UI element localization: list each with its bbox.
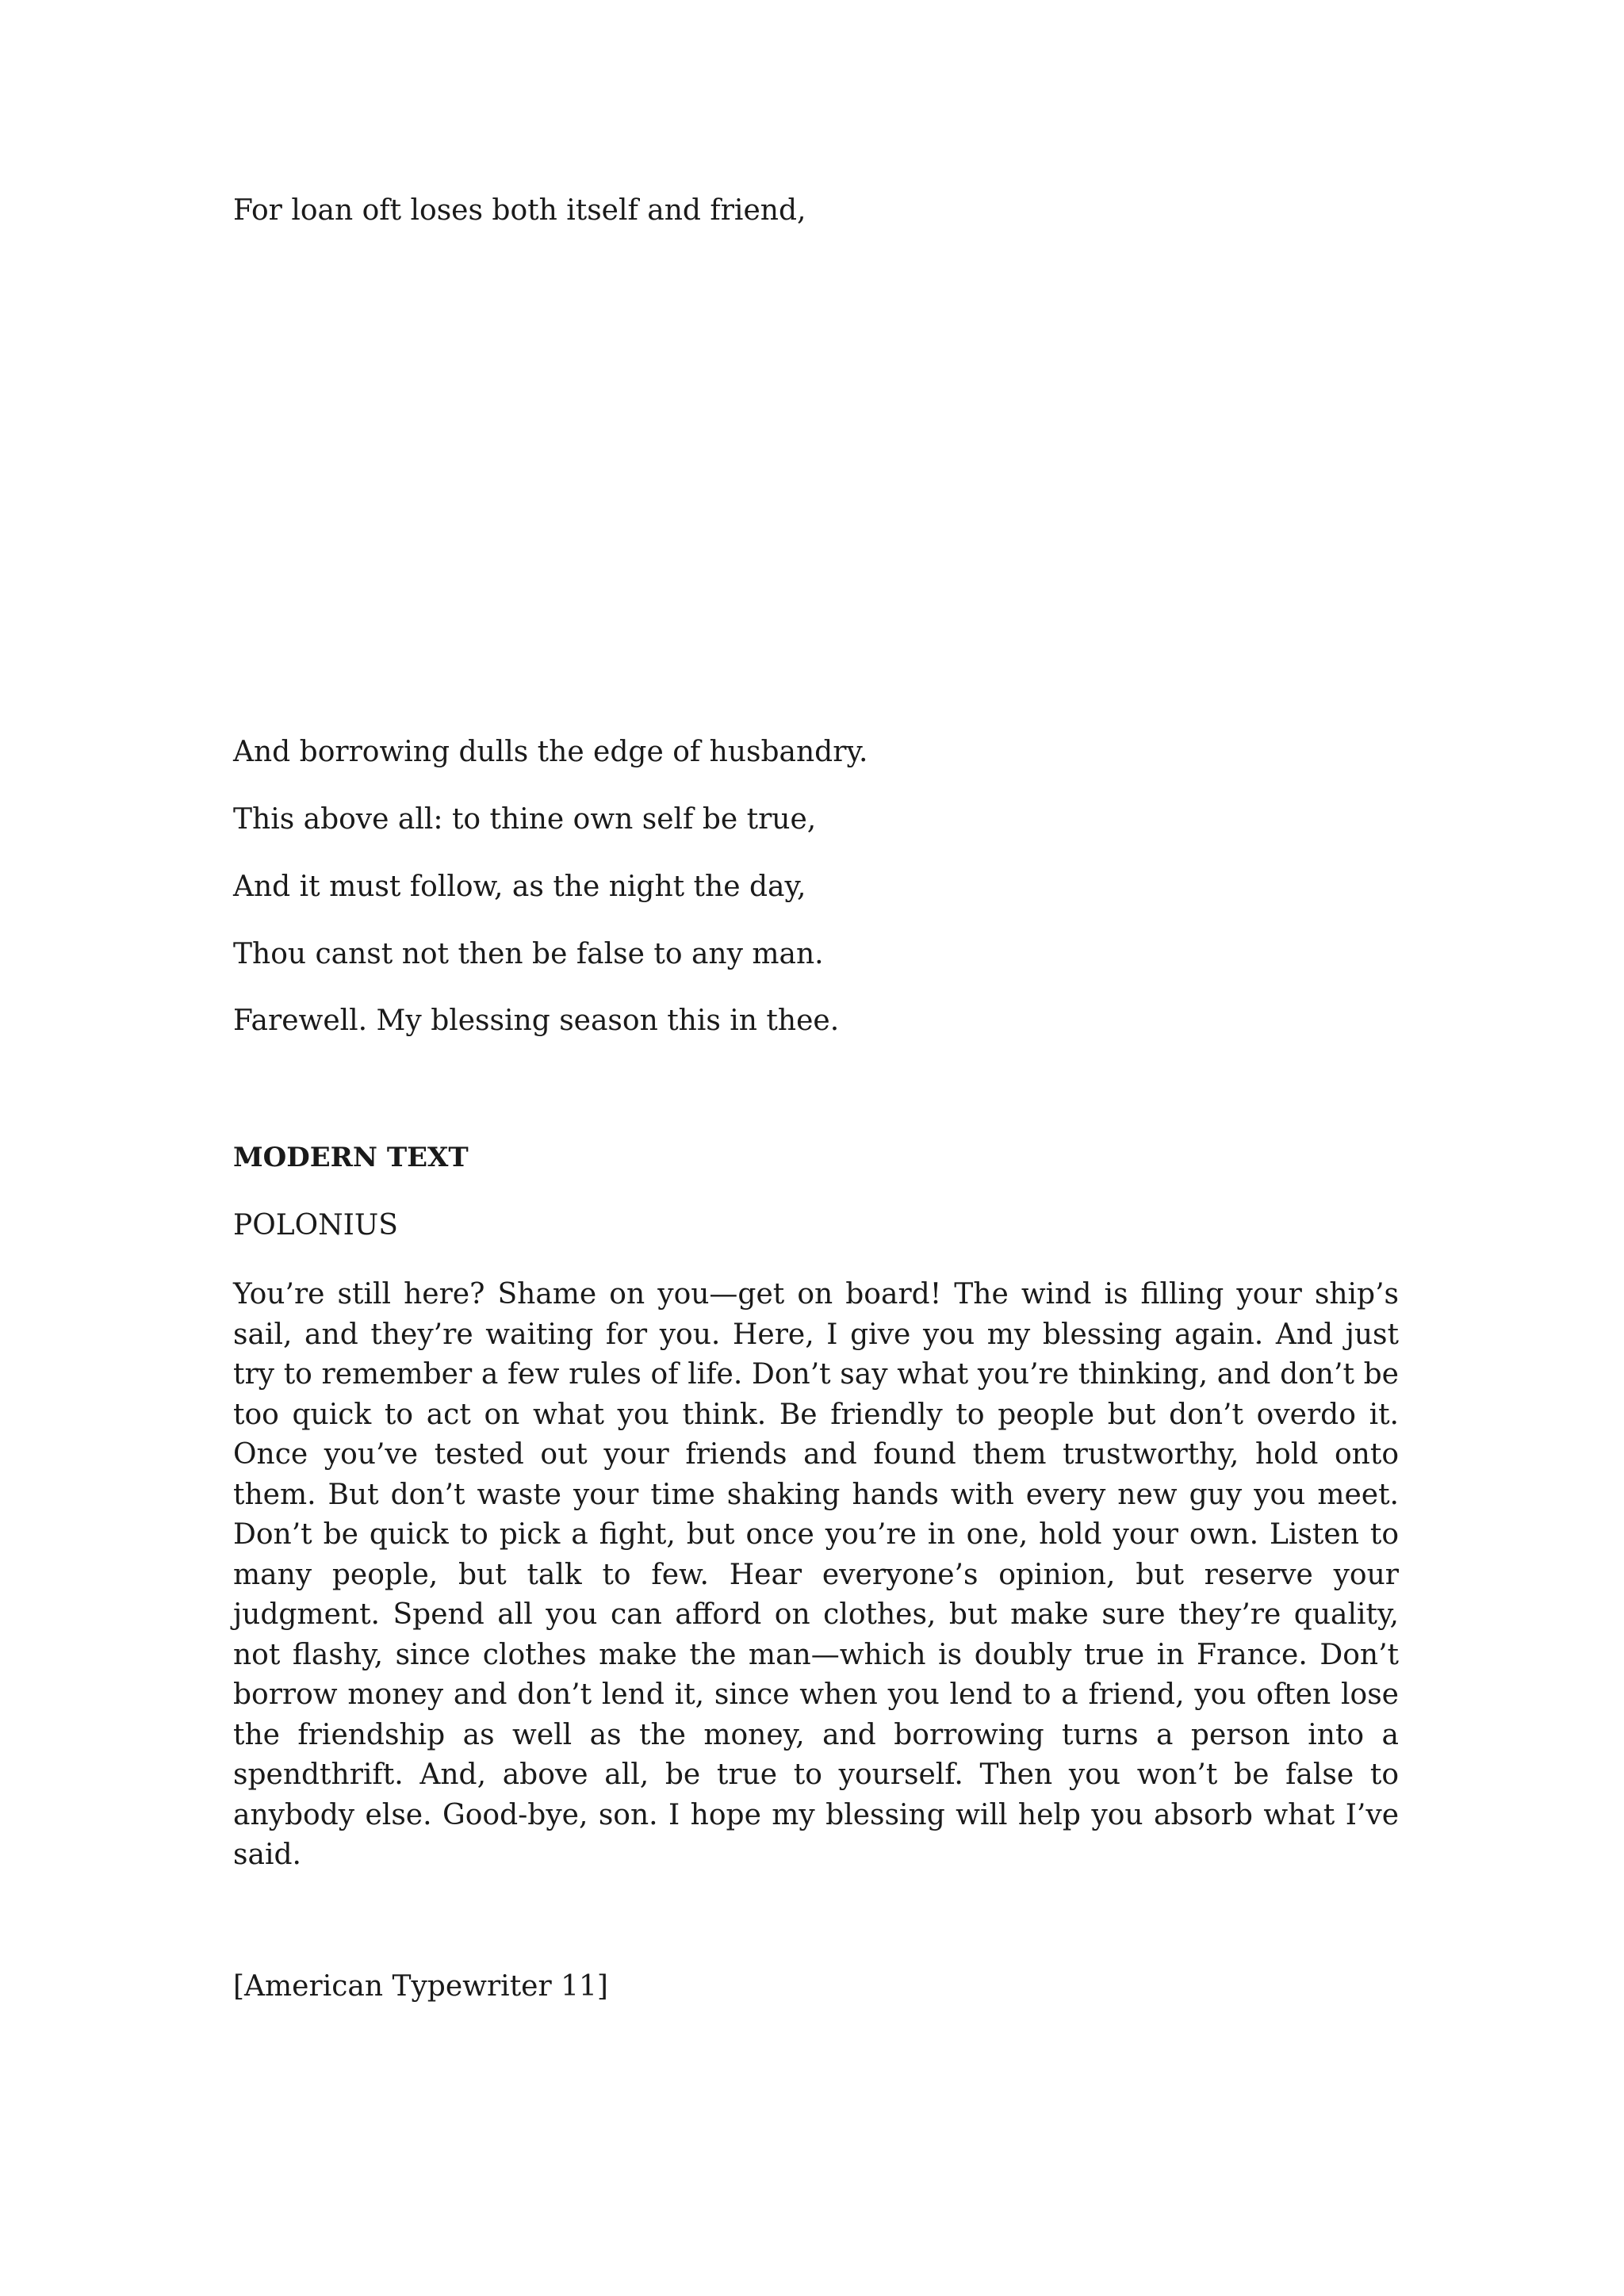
modern-paragraph: You’re still here? Shame on you—get on board! The wind is filling your ship’s sail, and they’re waiting for you. Here, I give you my blessing again. And just try to remember a few rules of life. Don’t say what you’re thinking, and don’t be too quick to act on what you think. Be friendly to people but don’t overdo it. Once you’ve tested out your friends and found them trustworthy, hold onto them. But don’t waste your time shaking hands with every new guy you meet. Don’t be quick to pick a fight, but once you’re in one, hold your own. Listen to many people, but talk to few. Hear everyone’s opinion, but reserve your judgment. Spend all you can afford on clothes, but make sure they’re quality, not flashy, since clothes make the man—which is doubly true in France. Don’t borrow money and don’t lend it, since when you lend to a friend, you often lose the friendship as well as the money, and borrowing turns a person into a spendthrift. And, above all, be true to yourself. Then you won’t be false to anybody else. Good-bye, son. I hope my blessing will help you absorb what I’ve said. bbox=[233, 1278, 1399, 1871]
modern-text-heading: MODERN TEXT bbox=[233, 1142, 469, 1173]
speaker-name: POLONIUS bbox=[233, 1209, 398, 1242]
original-line-6: Farewell. My blessing season this in thee. bbox=[233, 1004, 840, 1037]
original-line-4: And it must follow, as the night the day, bbox=[233, 871, 806, 903]
font-note: [American Typewriter 11] bbox=[233, 1970, 608, 2003]
original-line-5: Thou canst not then be false to any man. bbox=[233, 938, 824, 970]
original-line-2: And borrowing dulls the edge of husbandry. bbox=[233, 736, 868, 768]
original-line-1: For loan oft loses both itself and friend, bbox=[233, 194, 806, 227]
original-line-3: This above all: to thine own self be true, bbox=[233, 803, 817, 836]
